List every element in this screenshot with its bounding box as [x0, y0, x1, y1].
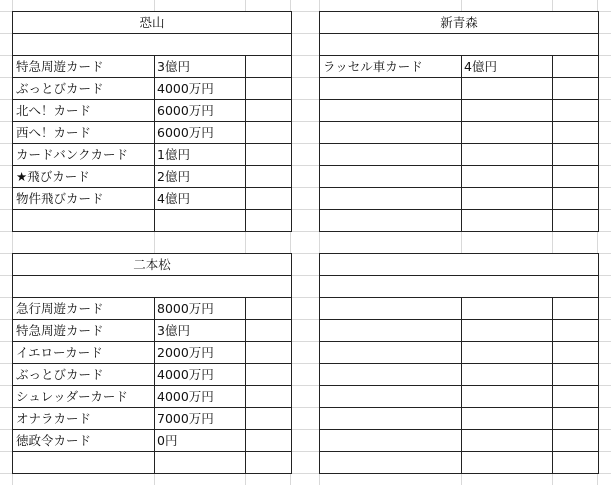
table-row — [320, 408, 599, 430]
table-row — [13, 188, 292, 210]
table-row — [13, 408, 292, 430]
empty-cell[interactable] — [246, 100, 292, 122]
empty-cell[interactable] — [553, 298, 599, 320]
card-name-cell[interactable]: ★飛びカード — [13, 166, 155, 188]
station-table-nihonmatsu — [12, 253, 292, 474]
card-name-cell[interactable] — [320, 210, 462, 232]
empty-cell[interactable] — [553, 56, 599, 78]
empty-cell[interactable] — [553, 166, 599, 188]
table-row — [320, 430, 599, 452]
card-name-cell[interactable]: イエローカード — [13, 342, 155, 364]
card-name-cell[interactable]: 特急周遊カード — [13, 56, 155, 78]
table-row — [320, 320, 599, 342]
title-row — [320, 254, 599, 276]
card-price-cell[interactable] — [155, 452, 246, 474]
card-price-cell[interactable] — [462, 342, 553, 364]
table-row — [320, 364, 599, 386]
empty-cell[interactable] — [553, 320, 599, 342]
card-price-cell[interactable]: 2000万円 — [155, 342, 246, 364]
card-name-cell[interactable] — [320, 100, 462, 122]
table-row — [320, 166, 599, 188]
card-price-cell[interactable] — [462, 210, 553, 232]
empty-cell[interactable] — [553, 342, 599, 364]
station-title-cell[interactable]: 新青森 — [320, 12, 599, 34]
table-row — [320, 210, 599, 232]
empty-cell[interactable] — [246, 166, 292, 188]
card-price-cell[interactable]: 7000万円 — [155, 408, 246, 430]
table-row — [13, 166, 292, 188]
table-row — [13, 342, 292, 364]
empty-cell[interactable] — [320, 276, 599, 298]
empty-cell[interactable] — [246, 320, 292, 342]
card-name-cell[interactable]: カードバンクカード — [13, 144, 155, 166]
card-price-cell[interactable] — [462, 100, 553, 122]
table-row — [320, 122, 599, 144]
table-row — [320, 78, 599, 100]
empty-cell[interactable] — [553, 144, 599, 166]
empty-cell[interactable] — [246, 298, 292, 320]
card-price-cell[interactable] — [462, 78, 553, 100]
card-price-cell[interactable]: 6000万円 — [155, 100, 246, 122]
card-name-cell[interactable]: 急行周遊カード — [13, 298, 155, 320]
card-name-cell[interactable] — [320, 298, 462, 320]
card-price-cell[interactable]: 0円 — [155, 430, 246, 452]
card-price-cell[interactable] — [462, 452, 553, 474]
card-price-cell[interactable]: 6000万円 — [155, 122, 246, 144]
empty-cell[interactable] — [246, 122, 292, 144]
card-name-cell[interactable] — [320, 188, 462, 210]
card-name-cell[interactable] — [13, 210, 155, 232]
empty-cell[interactable] — [246, 144, 292, 166]
empty-cell[interactable] — [246, 342, 292, 364]
card-name-cell[interactable]: オナラカード — [13, 408, 155, 430]
table-row — [13, 320, 292, 342]
card-name-cell[interactable] — [320, 342, 462, 364]
card-name-cell[interactable] — [320, 452, 462, 474]
card-price-cell[interactable] — [462, 298, 553, 320]
table-row — [13, 100, 292, 122]
card-name-cell[interactable]: シュレッダーカード — [13, 386, 155, 408]
table-row — [13, 78, 292, 100]
empty-cell[interactable] — [246, 188, 292, 210]
empty-cell[interactable] — [553, 452, 599, 474]
card-name-cell[interactable]: ラッセル車カード — [320, 56, 462, 78]
empty-cell[interactable] — [553, 210, 599, 232]
card-name-cell[interactable] — [13, 452, 155, 474]
empty-cell[interactable] — [553, 100, 599, 122]
table-row — [320, 188, 599, 210]
station-title-cell[interactable] — [320, 254, 599, 276]
card-name-cell[interactable] — [320, 386, 462, 408]
card-price-cell[interactable] — [462, 122, 553, 144]
table-row — [13, 122, 292, 144]
card-name-cell[interactable]: 北へ！カード — [13, 100, 155, 122]
station-table-shin-aomori — [319, 11, 599, 232]
table-row — [320, 298, 599, 320]
table-row — [13, 364, 292, 386]
empty-cell[interactable] — [246, 210, 292, 232]
card-name-cell[interactable] — [320, 364, 462, 386]
table-row — [13, 430, 292, 452]
station-table-osorezan — [12, 11, 292, 232]
card-price-cell[interactable] — [462, 408, 553, 430]
table-row — [320, 452, 599, 474]
title-row — [13, 12, 292, 34]
table-row — [320, 386, 599, 408]
empty-cell[interactable] — [246, 408, 292, 430]
card-price-cell[interactable] — [155, 210, 246, 232]
table-row — [320, 144, 599, 166]
station-title-cell[interactable]: 二本松 — [13, 254, 292, 276]
card-price-cell[interactable]: 4000万円 — [155, 364, 246, 386]
card-price-cell[interactable]: 1億円 — [155, 144, 246, 166]
card-price-cell[interactable] — [462, 144, 553, 166]
table-row — [13, 56, 292, 78]
empty-cell[interactable] — [553, 188, 599, 210]
card-price-cell[interactable]: 4億円 — [155, 188, 246, 210]
empty-cell[interactable] — [246, 56, 292, 78]
table-row — [13, 452, 292, 474]
card-name-cell[interactable] — [320, 320, 462, 342]
empty-cell[interactable] — [553, 78, 599, 100]
empty-cell[interactable] — [246, 364, 292, 386]
card-name-cell[interactable] — [320, 78, 462, 100]
spacer-row — [320, 276, 599, 298]
empty-cell[interactable] — [246, 452, 292, 474]
card-price-cell[interactable]: 4億円 — [462, 56, 553, 78]
card-price-cell[interactable]: 2億円 — [155, 166, 246, 188]
card-price-cell[interactable]: 4000万円 — [155, 78, 246, 100]
empty-cell[interactable] — [553, 364, 599, 386]
empty-cell[interactable] — [553, 430, 599, 452]
card-price-cell[interactable]: 8000万円 — [155, 298, 246, 320]
empty-cell[interactable] — [13, 34, 292, 56]
card-price-cell[interactable] — [462, 430, 553, 452]
card-price-cell[interactable]: 4000万円 — [155, 386, 246, 408]
card-price-cell[interactable] — [462, 320, 553, 342]
table-row — [13, 298, 292, 320]
empty-cell[interactable] — [246, 386, 292, 408]
empty-cell[interactable] — [246, 430, 292, 452]
card-name-cell[interactable]: 特急周遊カード — [13, 320, 155, 342]
card-price-cell[interactable]: 3億円 — [155, 320, 246, 342]
card-name-cell[interactable]: ぶっとびカード — [13, 364, 155, 386]
table-row — [320, 342, 599, 364]
spacer-row — [13, 276, 292, 298]
title-row — [13, 254, 292, 276]
table-row — [13, 210, 292, 232]
card-price-cell[interactable] — [462, 364, 553, 386]
card-name-cell[interactable]: 物件飛びカード — [13, 188, 155, 210]
card-name-cell[interactable]: 西へ！カード — [13, 122, 155, 144]
card-name-cell[interactable] — [320, 122, 462, 144]
table-row — [13, 144, 292, 166]
spacer-row — [13, 34, 292, 56]
card-price-cell[interactable]: 3億円 — [155, 56, 246, 78]
station-title-cell[interactable]: 恐山 — [13, 12, 292, 34]
empty-cell[interactable] — [553, 408, 599, 430]
table-row — [320, 100, 599, 122]
card-name-cell[interactable] — [320, 166, 462, 188]
empty-cell[interactable] — [553, 386, 599, 408]
spacer-row — [320, 34, 599, 56]
empty-cell[interactable] — [553, 122, 599, 144]
card-name-cell[interactable] — [320, 144, 462, 166]
table-row — [320, 56, 599, 78]
card-price-cell[interactable] — [462, 166, 553, 188]
card-name-cell[interactable] — [320, 430, 462, 452]
station-table-empty — [319, 253, 599, 474]
empty-cell[interactable] — [320, 34, 599, 56]
title-row — [320, 12, 599, 34]
empty-cell[interactable] — [13, 276, 292, 298]
table-row — [13, 386, 292, 408]
card-name-cell[interactable] — [320, 408, 462, 430]
card-price-cell[interactable] — [462, 188, 553, 210]
empty-cell[interactable] — [246, 78, 292, 100]
card-name-cell[interactable]: 徳政令カード — [13, 430, 155, 452]
card-price-cell[interactable] — [462, 386, 553, 408]
card-name-cell[interactable]: ぶっとびカード — [13, 78, 155, 100]
